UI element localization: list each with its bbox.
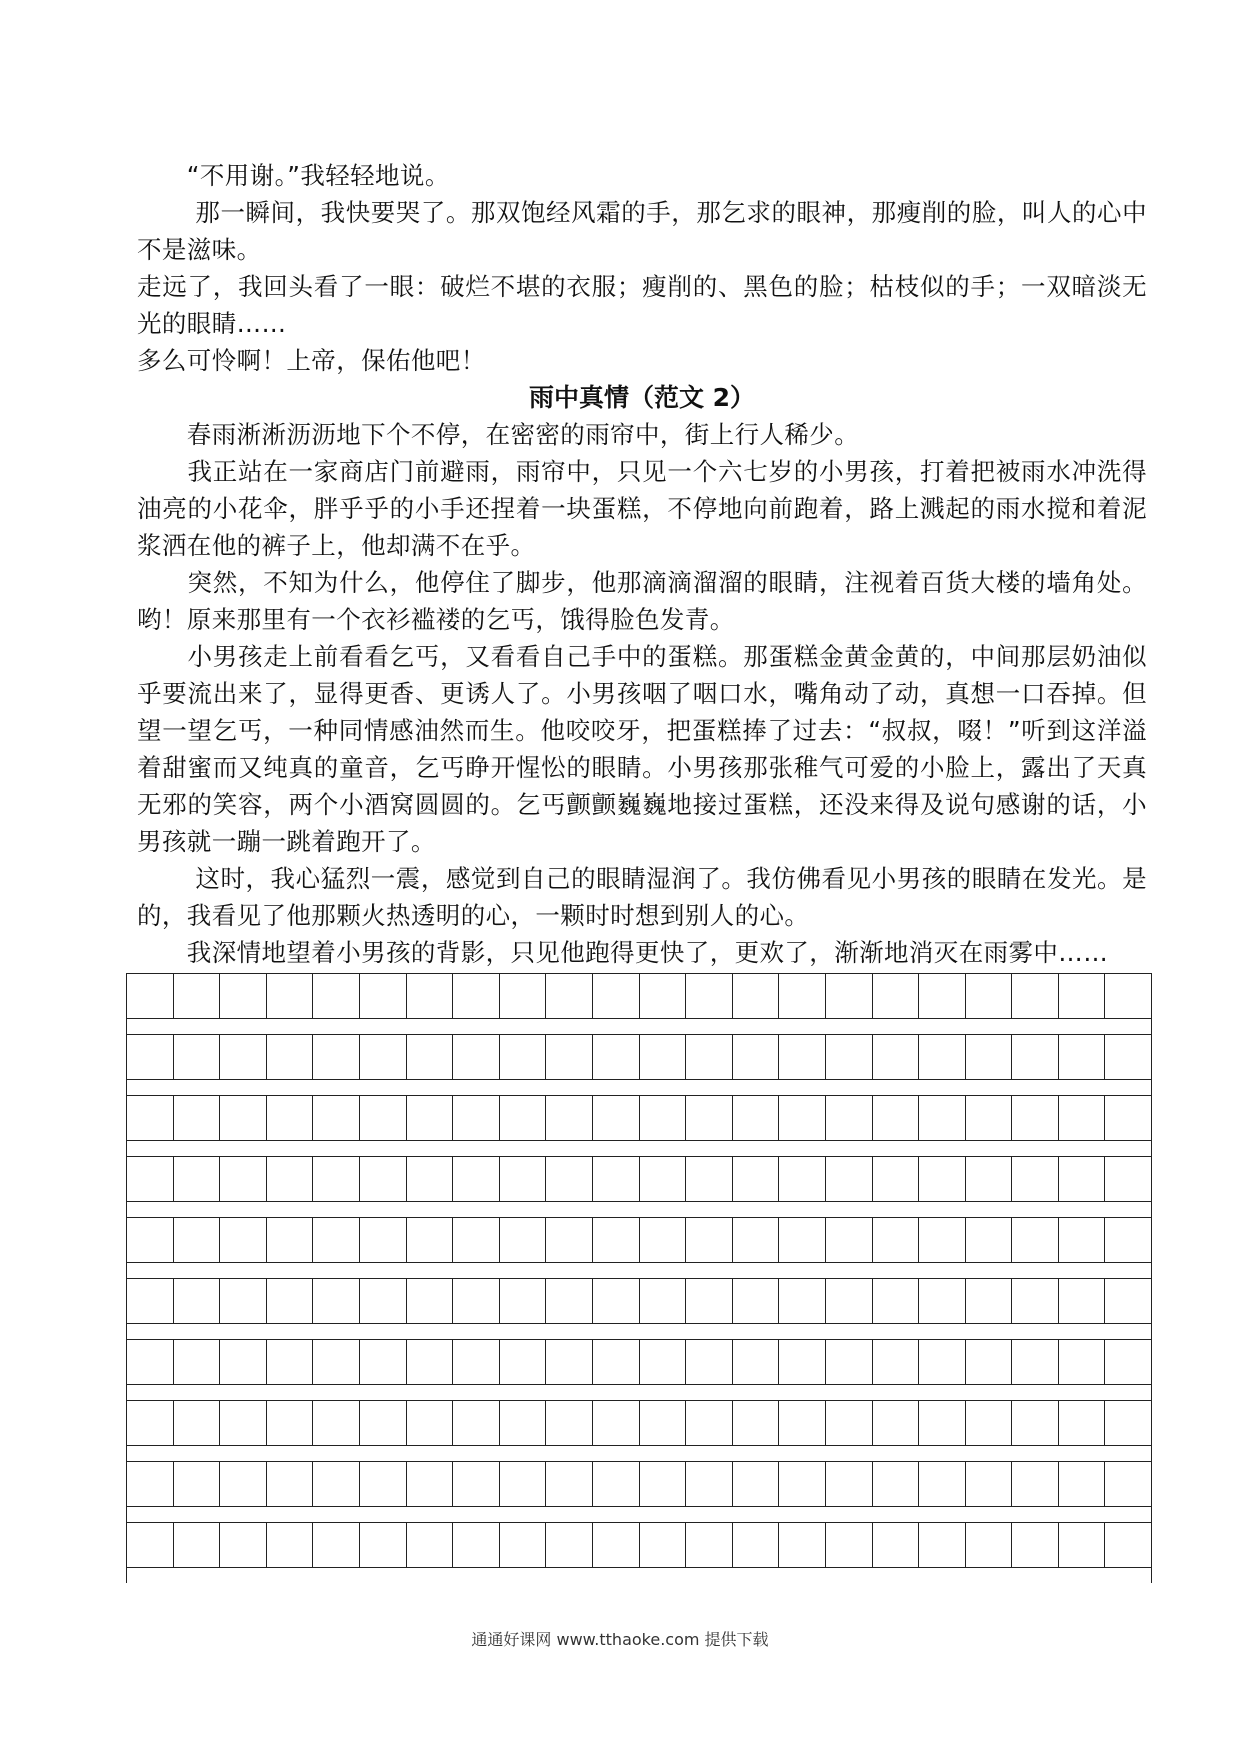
grid-cell — [173, 1279, 220, 1323]
grid-cell — [965, 1096, 1012, 1140]
grid-cell — [266, 1279, 313, 1323]
grid-cell — [359, 1096, 406, 1140]
grid-cell — [312, 1035, 359, 1079]
paragraph: 我正站在一家商店门前避雨，雨帘中，只见一个六七岁的小男孩，打着把被雨水冲洗得油亮的小花伞，胖乎乎的小手还捏着一块蛋糕，不停地向前跑着，路上溅起的雨水搅和着泥浆洒在他的裤子上，他却满不在乎。 — [137, 457, 1147, 560]
grid-row-gap — [126, 1019, 1152, 1034]
grid-cell — [1011, 1340, 1058, 1384]
grid-cell — [126, 1218, 173, 1262]
grid-cell — [778, 1401, 825, 1445]
grid-row-gap — [126, 1202, 1152, 1217]
grid-row — [126, 1278, 1152, 1324]
grid-cell — [545, 1462, 592, 1506]
grid-cell — [639, 1279, 686, 1323]
grid-cell — [173, 974, 220, 1018]
paragraph: “不用谢。”我轻轻地说。 — [137, 161, 450, 190]
grid-cell — [825, 1462, 872, 1506]
grid-cell — [685, 1035, 732, 1079]
grid-cell — [359, 1462, 406, 1506]
grid-cell — [219, 1401, 266, 1445]
grid-row — [126, 1522, 1152, 1568]
grid-cell — [685, 1218, 732, 1262]
grid-cell — [639, 1035, 686, 1079]
grid-cell — [965, 1523, 1012, 1567]
grid-cell — [499, 1035, 546, 1079]
grid-cell — [406, 1462, 453, 1506]
grid-cell — [825, 1218, 872, 1262]
grid-cell — [1011, 1157, 1058, 1201]
paragraph: 小男孩走上前看看乞丐，又看看自己手中的蛋糕。那蛋糕金黄金黄的，中间那层奶油似乎要流出来了，显得更香、更诱人了。小男孩咽了咽口水，嘴角动了动，真想一口吞掉。但望一望乞丐，一种同情感油然而生。他咬咬牙，把蛋糕捧了过去：“叔叔，啜！”听到这洋溢着甜蜜而又纯真的童音，乞丐睁开惺忪的眼睛。小男孩那张稚气可爱的小脸上，露出了天真无邪的笑容，两个小酒窝圆圆的。乞丐颤颤巍巍地接过蛋糕，还没来得及说句感谢的话，小男孩就一蹦一跳着跑开了。 — [137, 642, 1147, 856]
grid-cell — [1058, 974, 1105, 1018]
grid-cell — [918, 1218, 965, 1262]
grid-cell — [825, 1340, 872, 1384]
writing-grid — [126, 973, 1152, 1583]
grid-cell — [639, 1157, 686, 1201]
grid-cell — [918, 1157, 965, 1201]
grid-cell — [872, 1523, 919, 1567]
grid-cell — [592, 1218, 639, 1262]
grid-cell — [778, 1523, 825, 1567]
grid-cell — [545, 1218, 592, 1262]
grid-cell — [545, 1035, 592, 1079]
grid-cell — [173, 1096, 220, 1140]
grid-cell — [778, 1157, 825, 1201]
grid-cell — [312, 1218, 359, 1262]
grid-cell — [499, 1096, 546, 1140]
grid-cell — [545, 1523, 592, 1567]
grid-cell — [406, 1157, 453, 1201]
grid-cell — [592, 1340, 639, 1384]
grid-cell — [545, 1157, 592, 1201]
grid-cell — [732, 1035, 779, 1079]
grid-cell — [406, 1340, 453, 1384]
grid-cell — [266, 1462, 313, 1506]
grid-cell — [219, 1096, 266, 1140]
grid-cell — [452, 1157, 499, 1201]
grid-cell — [1058, 1035, 1105, 1079]
grid-cell — [406, 1401, 453, 1445]
grid-cell — [825, 1401, 872, 1445]
grid-cell — [312, 1279, 359, 1323]
grid-cell — [406, 1096, 453, 1140]
footer-credit: 通通好课网 www.tthaoke.com 提供下载 — [471, 1630, 769, 1649]
grid-row-gap — [126, 1141, 1152, 1156]
grid-cell — [825, 1035, 872, 1079]
grid-cell — [219, 1157, 266, 1201]
grid-cell — [918, 1462, 965, 1506]
grid-cell — [1104, 1157, 1152, 1201]
grid-cell — [1104, 1279, 1152, 1323]
grid-cell — [778, 1218, 825, 1262]
grid-cell — [173, 1340, 220, 1384]
grid-cell — [312, 974, 359, 1018]
grid-cell — [499, 1401, 546, 1445]
grid-cell — [639, 1462, 686, 1506]
grid-cell — [1104, 1401, 1152, 1445]
grid-cell — [266, 1523, 313, 1567]
grid-cell — [452, 1340, 499, 1384]
grid-cell — [173, 1157, 220, 1201]
grid-cell — [452, 1035, 499, 1079]
grid-cell — [452, 1279, 499, 1323]
grid-cell — [219, 1340, 266, 1384]
grid-cell — [778, 1035, 825, 1079]
grid-cell — [359, 1401, 406, 1445]
paragraph: 我深情地望着小男孩的背影，只见他跑得更快了，更欢了，渐渐地消灭在雨雾中…… — [137, 938, 1109, 967]
grid-cell — [1104, 974, 1152, 1018]
grid-cell — [732, 1096, 779, 1140]
grid-cell — [452, 1401, 499, 1445]
grid-cell — [872, 1401, 919, 1445]
grid-cell — [592, 1279, 639, 1323]
grid-cell — [545, 1096, 592, 1140]
grid-cell — [918, 974, 965, 1018]
grid-cell — [1058, 1279, 1105, 1323]
grid-cell — [126, 1523, 173, 1567]
grid-cell — [592, 1401, 639, 1445]
grid-cell — [918, 1279, 965, 1323]
grid-cell — [825, 1157, 872, 1201]
grid-cell — [126, 1462, 173, 1506]
grid-cell — [1104, 1523, 1152, 1567]
grid-cell — [266, 974, 313, 1018]
grid-cell — [499, 1462, 546, 1506]
grid-cell — [126, 974, 173, 1018]
grid-cell — [452, 974, 499, 1018]
grid-cell — [173, 1218, 220, 1262]
grid-cell — [219, 974, 266, 1018]
grid-row — [126, 1095, 1152, 1141]
grid-cell — [965, 1462, 1012, 1506]
grid-cell — [685, 1157, 732, 1201]
grid-cell — [266, 1401, 313, 1445]
grid-cell — [1104, 1096, 1152, 1140]
grid-cell — [359, 1035, 406, 1079]
grid-cell — [732, 1462, 779, 1506]
grid-row-gap — [126, 1385, 1152, 1400]
grid-cell — [499, 1157, 546, 1201]
grid-cell — [685, 1340, 732, 1384]
grid-row-gap — [126, 1446, 1152, 1461]
grid-cell — [1058, 1218, 1105, 1262]
grid-cell — [639, 1523, 686, 1567]
grid-cell — [359, 974, 406, 1018]
grid-cell — [266, 1096, 313, 1140]
grid-cell — [872, 1157, 919, 1201]
grid-cell — [1011, 974, 1058, 1018]
grid-cell — [592, 1096, 639, 1140]
grid-cell — [965, 1035, 1012, 1079]
grid-cell — [778, 1462, 825, 1506]
grid-cell — [173, 1401, 220, 1445]
grid-cell — [452, 1096, 499, 1140]
grid-cell — [545, 1279, 592, 1323]
grid-cell — [359, 1523, 406, 1567]
grid-cell — [406, 1279, 453, 1323]
grid-cell — [452, 1218, 499, 1262]
grid-cell — [126, 1035, 173, 1079]
grid-row-gap — [126, 1263, 1152, 1278]
grid-cell — [126, 1096, 173, 1140]
grid-cell — [126, 1401, 173, 1445]
grid-cell — [126, 1279, 173, 1323]
grid-cell — [406, 1035, 453, 1079]
grid-cell — [545, 1340, 592, 1384]
grid-cell — [173, 1035, 220, 1079]
grid-cell — [639, 1340, 686, 1384]
paragraph: 那一瞬间，我快要哭了。那双饱经风霜的手，那乞求的眼神，那瘦削的脸，叫人的心中不是滋味。 — [137, 198, 1147, 264]
grid-cell — [219, 1462, 266, 1506]
grid-cell — [1011, 1523, 1058, 1567]
grid-cell — [219, 1523, 266, 1567]
grid-cell — [872, 1218, 919, 1262]
grid-row-gap — [126, 1080, 1152, 1095]
grid-cell — [685, 1401, 732, 1445]
grid-cell — [1011, 1035, 1058, 1079]
grid-row-gap — [126, 1324, 1152, 1339]
grid-cell — [778, 974, 825, 1018]
paragraph: 多么可怜啊！上帝，保佑他吧！ — [137, 346, 486, 375]
grid-cell — [1104, 1218, 1152, 1262]
grid-cell — [778, 1340, 825, 1384]
grid-row — [126, 1339, 1152, 1385]
grid-cell — [312, 1157, 359, 1201]
grid-cell — [312, 1096, 359, 1140]
grid-cell — [312, 1523, 359, 1567]
grid-cell — [872, 1462, 919, 1506]
grid-cell — [732, 1279, 779, 1323]
grid-cell — [965, 1279, 1012, 1323]
grid-cell — [499, 1218, 546, 1262]
grid-cell — [359, 1157, 406, 1201]
grid-cell — [266, 1340, 313, 1384]
grid-cell — [545, 1401, 592, 1445]
grid-row — [126, 1217, 1152, 1263]
paragraph: 走远了，我回头看了一眼：破烂不堪的衣服；瘦削的、黑色的脸；枯枝似的手；一双暗淡无光的眼睛…… — [137, 272, 1147, 338]
grid-cell — [685, 1279, 732, 1323]
grid-cell — [872, 974, 919, 1018]
grid-cell — [918, 1035, 965, 1079]
grid-cell — [732, 1340, 779, 1384]
grid-row — [126, 1400, 1152, 1446]
grid-cell — [312, 1462, 359, 1506]
grid-cell — [312, 1340, 359, 1384]
grid-cell — [499, 1279, 546, 1323]
grid-cell — [592, 1462, 639, 1506]
grid-cell — [499, 974, 546, 1018]
grid-cell — [965, 1401, 1012, 1445]
grid-cell — [685, 1462, 732, 1506]
grid-cell — [639, 1401, 686, 1445]
grid-cell — [872, 1340, 919, 1384]
grid-cell — [825, 1523, 872, 1567]
grid-cell — [965, 1218, 1012, 1262]
grid-cell — [825, 1279, 872, 1323]
grid-cell — [1058, 1462, 1105, 1506]
grid-cell — [1058, 1523, 1105, 1567]
grid-cell — [685, 1096, 732, 1140]
grid-cell — [825, 974, 872, 1018]
grid-cell — [406, 1523, 453, 1567]
grid-cell — [1058, 1340, 1105, 1384]
grid-cell — [1104, 1340, 1152, 1384]
grid-cell — [732, 1218, 779, 1262]
paragraph: 这时，我心猛烈一震，感觉到自己的眼睛湿润了。我仿佛看见小男孩的眼睛在发光。是的，我看见了他那颗火热透明的心，一颗时时想到别人的心。 — [137, 864, 1147, 930]
grid-cell — [778, 1096, 825, 1140]
grid-cell — [592, 1157, 639, 1201]
grid-cell — [639, 974, 686, 1018]
grid-cell — [1011, 1218, 1058, 1262]
grid-cell — [592, 1523, 639, 1567]
grid-cell — [592, 974, 639, 1018]
grid-cell — [266, 1218, 313, 1262]
grid-cell — [1011, 1279, 1058, 1323]
grid-cell — [359, 1218, 406, 1262]
grid-cell — [639, 1096, 686, 1140]
grid-cell — [1104, 1462, 1152, 1506]
grid-cell — [359, 1340, 406, 1384]
grid-cell — [639, 1218, 686, 1262]
paragraph: 春雨淅淅沥沥地下个不停，在密密的雨帘中，街上行人稀少。 — [137, 420, 860, 449]
grid-cell — [219, 1035, 266, 1079]
grid-cell — [126, 1340, 173, 1384]
grid-cell — [918, 1523, 965, 1567]
grid-cell — [732, 974, 779, 1018]
grid-cell — [312, 1401, 359, 1445]
grid-cell — [732, 1157, 779, 1201]
grid-row-gap — [126, 1568, 1152, 1583]
grid-cell — [173, 1462, 220, 1506]
grid-cell — [918, 1401, 965, 1445]
grid-cell — [825, 1096, 872, 1140]
grid-cell — [219, 1218, 266, 1262]
grid-cell — [778, 1279, 825, 1323]
grid-cell — [965, 1157, 1012, 1201]
grid-cell — [965, 1340, 1012, 1384]
grid-row — [126, 1156, 1152, 1202]
grid-cell — [1058, 1157, 1105, 1201]
grid-cell — [965, 974, 1012, 1018]
grid-cell — [1058, 1401, 1105, 1445]
grid-row — [126, 1034, 1152, 1080]
grid-cell — [359, 1279, 406, 1323]
grid-cell — [173, 1523, 220, 1567]
grid-cell — [126, 1157, 173, 1201]
grid-cell — [406, 1218, 453, 1262]
grid-cell — [685, 974, 732, 1018]
grid-cell — [732, 1401, 779, 1445]
grid-cell — [452, 1523, 499, 1567]
essay-title: 雨中真情（范文 2） — [528, 383, 756, 412]
grid-row — [126, 1461, 1152, 1507]
grid-cell — [499, 1523, 546, 1567]
grid-cell — [266, 1035, 313, 1079]
grid-row-gap — [126, 1507, 1152, 1522]
grid-cell — [918, 1340, 965, 1384]
grid-cell — [732, 1523, 779, 1567]
grid-cell — [1011, 1462, 1058, 1506]
grid-cell — [1011, 1401, 1058, 1445]
paragraph: 突然，不知为什么，他停住了脚步，他那滴滴溜溜的眼睛，注视着百货大楼的墙角处。哟！原来那里有一个衣衫褴褛的乞丐，饿得脸色发青。 — [137, 568, 1147, 634]
grid-cell — [592, 1035, 639, 1079]
grid-cell — [219, 1279, 266, 1323]
grid-cell — [499, 1340, 546, 1384]
grid-cell — [545, 974, 592, 1018]
grid-cell — [1058, 1096, 1105, 1140]
grid-cell — [1104, 1035, 1152, 1079]
grid-cell — [452, 1462, 499, 1506]
grid-row — [126, 973, 1152, 1019]
grid-cell — [872, 1096, 919, 1140]
grid-cell — [406, 974, 453, 1018]
grid-cell — [918, 1096, 965, 1140]
grid-cell — [872, 1035, 919, 1079]
grid-cell — [266, 1157, 313, 1201]
grid-cell — [872, 1279, 919, 1323]
grid-cell — [685, 1523, 732, 1567]
grid-cell — [1011, 1096, 1058, 1140]
essay-text — [137, 157, 1147, 971]
